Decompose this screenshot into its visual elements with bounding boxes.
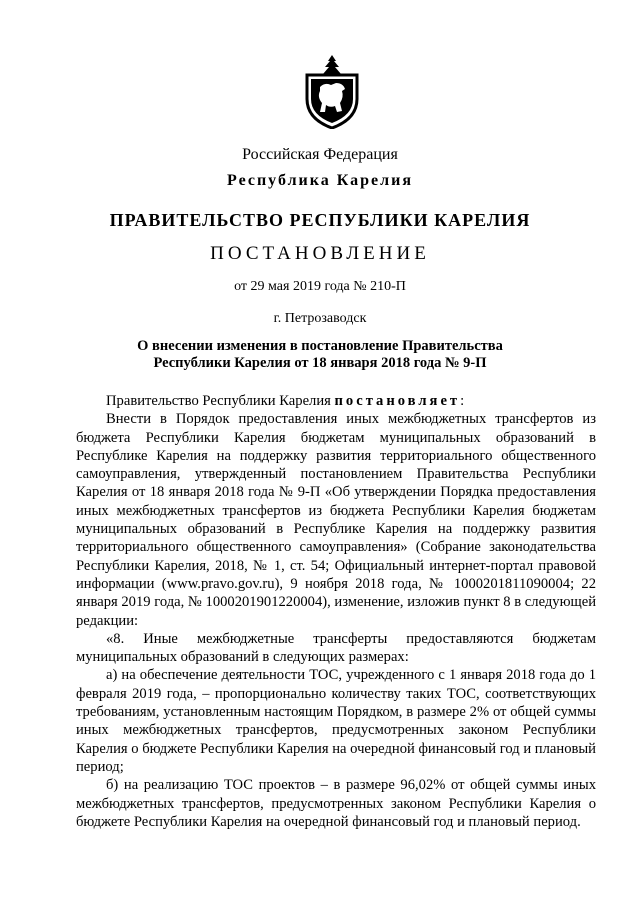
- paragraph-item-8: «8. Иные межбюджетные трансферты предоставляются бюджетам муниципальных образований в следующих размерах:: [76, 630, 596, 666]
- document-title: [0, 338, 640, 372]
- paragraph-amendment: Внести в Порядок предоставления иных межбюджетных трансфертов из бюджета Республики Карелия бюджетам муниципальных образований в Республике Карелия на поддержку развития территориального общественного самоуправления, утвержденный постановлением Правительства Республики Карелия от 18 января 2018 года № 9-П «Об утверждении Порядка предоставления иных межбюджетных трансфертов из бюджета Республики Карелия бюджетам муниципальных образований в Республике Карелия на поддержку развития территориального общественного самоуправления» (Собрание законодательства Республики Карелия, 2018, № 1, ст. 54; Официальный интернет-портал правовой информации (www.pravo.gov.ru), 9 ноября 2018 года, № 1000201811090004; 22 января 2019 года, № 1000201901220004), изменение, изложив пункт 8 в следующей редакции:: [76, 411, 596, 629]
- document-title-line-2: Республики Карелия от 18 января 2018 года № 9-П: [153, 355, 487, 371]
- coat-of-arms-emblem: [303, 55, 361, 129]
- paragraph-item-a: а) на обеспечение деятельности ТОС, учрежденного с 1 января 2018 года до 1 февраля 2019 года, – пропорционально количеству таких ТОС, соответствующих требованиям, установленным настоящим Порядком, в размере 2% от общей суммы иных межбюджетных трансфертов, предусмотренных законом Республики Карелия о бюджете Республики Карелия на очередной финансовый год и плановый период;: [76, 667, 596, 775]
- paragraph-item-b: б) на реализацию ТОС проектов – в размере 96,02% от общей суммы иных межбюджетных трансфертов, предусмотренных законом Республики Карелия о бюджете Республики Карелия на очередной финансовый год и плановый период.: [76, 777, 596, 830]
- federation-heading: Российская Федерация: [242, 146, 398, 163]
- document-type-heading: ПОСТАНОВЛЕНИЕ: [210, 243, 430, 264]
- city-line: г. Петрозаводск: [273, 311, 367, 326]
- government-heading: ПРАВИТЕЛЬСТВО РЕСПУБЛИКИ КАРЕЛИЯ: [109, 210, 531, 230]
- date-number-line: от 29 мая 2019 года № 210-П: [234, 279, 406, 294]
- document-title-line-1: О внесении изменения в постановление Правительства: [137, 338, 503, 354]
- intro-paragraph: [76, 392, 596, 410]
- republic-heading: Республика Карелия: [227, 172, 413, 189]
- intro-prefix: Правительство Республики Карелия: [106, 393, 331, 409]
- intro-suffix: :: [460, 393, 465, 409]
- intro-resolves-word: постановляет: [334, 393, 461, 409]
- document-body: [76, 392, 596, 831]
